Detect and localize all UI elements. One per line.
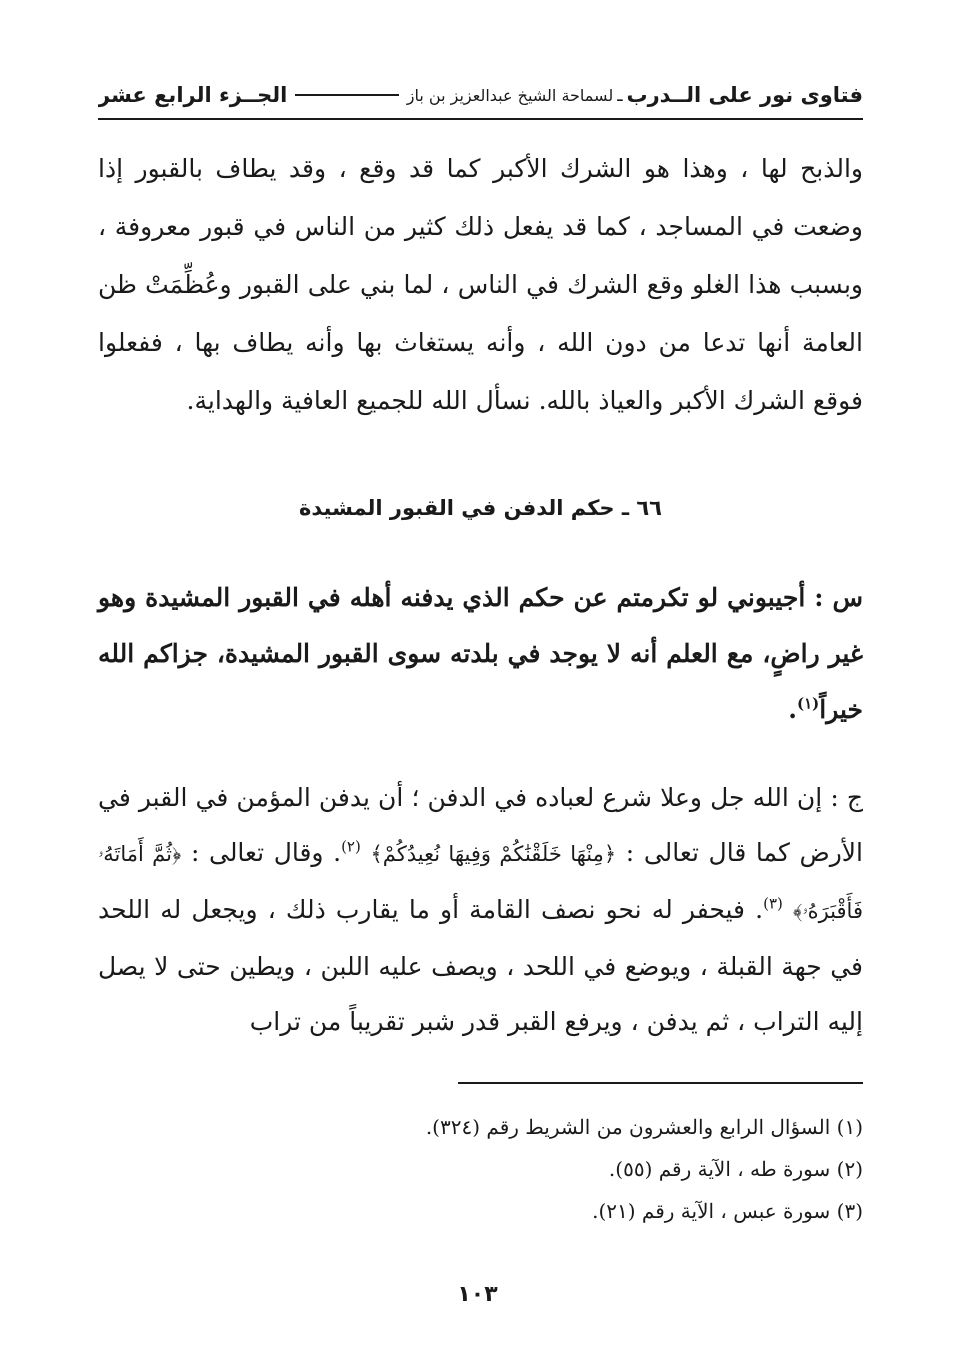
header-rule-segment: [295, 94, 398, 96]
answer-paragraph: [98, 770, 863, 1049]
question-end: .: [788, 695, 797, 724]
quran-verse-1: ﴿مِنْهَا خَلَقْنَٰكُمْ وَفِيهَا نُعِيدُكُمْ﴾: [370, 842, 617, 866]
intro-paragraph: والذبح لها ، وهذا هو الشرك الأكبر كما قد وقع ، وقد يطاف بالقبور إذا وضعت في المساجد ، كما قد يفعل ذلك كثير من الناس في قبور معروفة ، وبسبب هذا الغلو وقع الشرك في الناس ، لما بني على القبور وعُظِّمَتْ ظن العامة أنها تدعا من دون الله ، وأنه يستغاث بها وأنه يطاف بها ، ففعلوا فوقع الشرك الأكبر والعياذ بالله. نسأل الله للجميع العافية والهداية.: [98, 154, 863, 415]
quran-verse-2: ﴿ثُمَّ أَمَاتَهُۥ فَأَقْبَرَهُۥ﴾: [98, 842, 863, 923]
running-header: [98, 78, 863, 112]
question-prefix: س :: [814, 583, 863, 612]
footnote-divider: [458, 1082, 863, 1084]
header-author: لسماحة الشيخ عبدالعزيز بن باز: [406, 85, 614, 105]
page-number: ١٠٣: [457, 1282, 498, 1307]
answer-text-part1: إن الله جل وعلا شرع لعباده في الدفن ؛ أن يدفن المؤمن في القبر في الأرض كما قال تعالى :: [98, 783, 863, 867]
answer-footnote-ref-2: (٢): [341, 837, 361, 856]
question-paragraph: [98, 570, 863, 738]
header-part: الجــزء الرابع عشر: [98, 83, 288, 107]
answer-prefix: ج :: [830, 783, 863, 812]
question-footnote-ref: (١): [796, 694, 820, 713]
header-dash: ـ: [617, 84, 623, 106]
footnote-3: (٣) سورة عبس ، الآية رقم (٢١).: [592, 1199, 863, 1223]
header-book-title: فتاوى نور على الــدرب: [626, 83, 863, 107]
footnote-2: (٢) سورة طه ، الآية رقم (٥٥).: [608, 1157, 863, 1181]
answer-footnote-ref-3: (٣): [763, 894, 783, 913]
answer-text-part3: . فيحفر له نحو نصف القامة أو ما يقارب ذلك ، ويجعل له اللحد في جهة القبلة ، ويوضع في اللحد ، ويصف عليه اللبن ، ويطين حتى لا يصل إليه التراب ، ثم يدفن ، ويرفع القبر قدر شبر تقريباً من تراب: [98, 895, 863, 1036]
footnote-1: (١) السؤال الرابع والعشرون من الشريط رقم (٣٢٤).: [425, 1115, 863, 1139]
section-title: ٦٦ ـ حكم الدفن في القبور المشيدة: [298, 496, 662, 520]
question-text: أجيبوني لو تكرمتم عن حكم الذي يدفنه أهله في القبور المشيدة وهو غير راضٍ، مع العلم أنه لا يوجد في بلدته سوى القبور المشيدة، جزاكم الله خيراً: [98, 583, 863, 724]
footnotes: [98, 1106, 863, 1232]
header-divider: [98, 118, 863, 120]
answer-text-part2: . وقال تعالى :: [190, 838, 342, 867]
